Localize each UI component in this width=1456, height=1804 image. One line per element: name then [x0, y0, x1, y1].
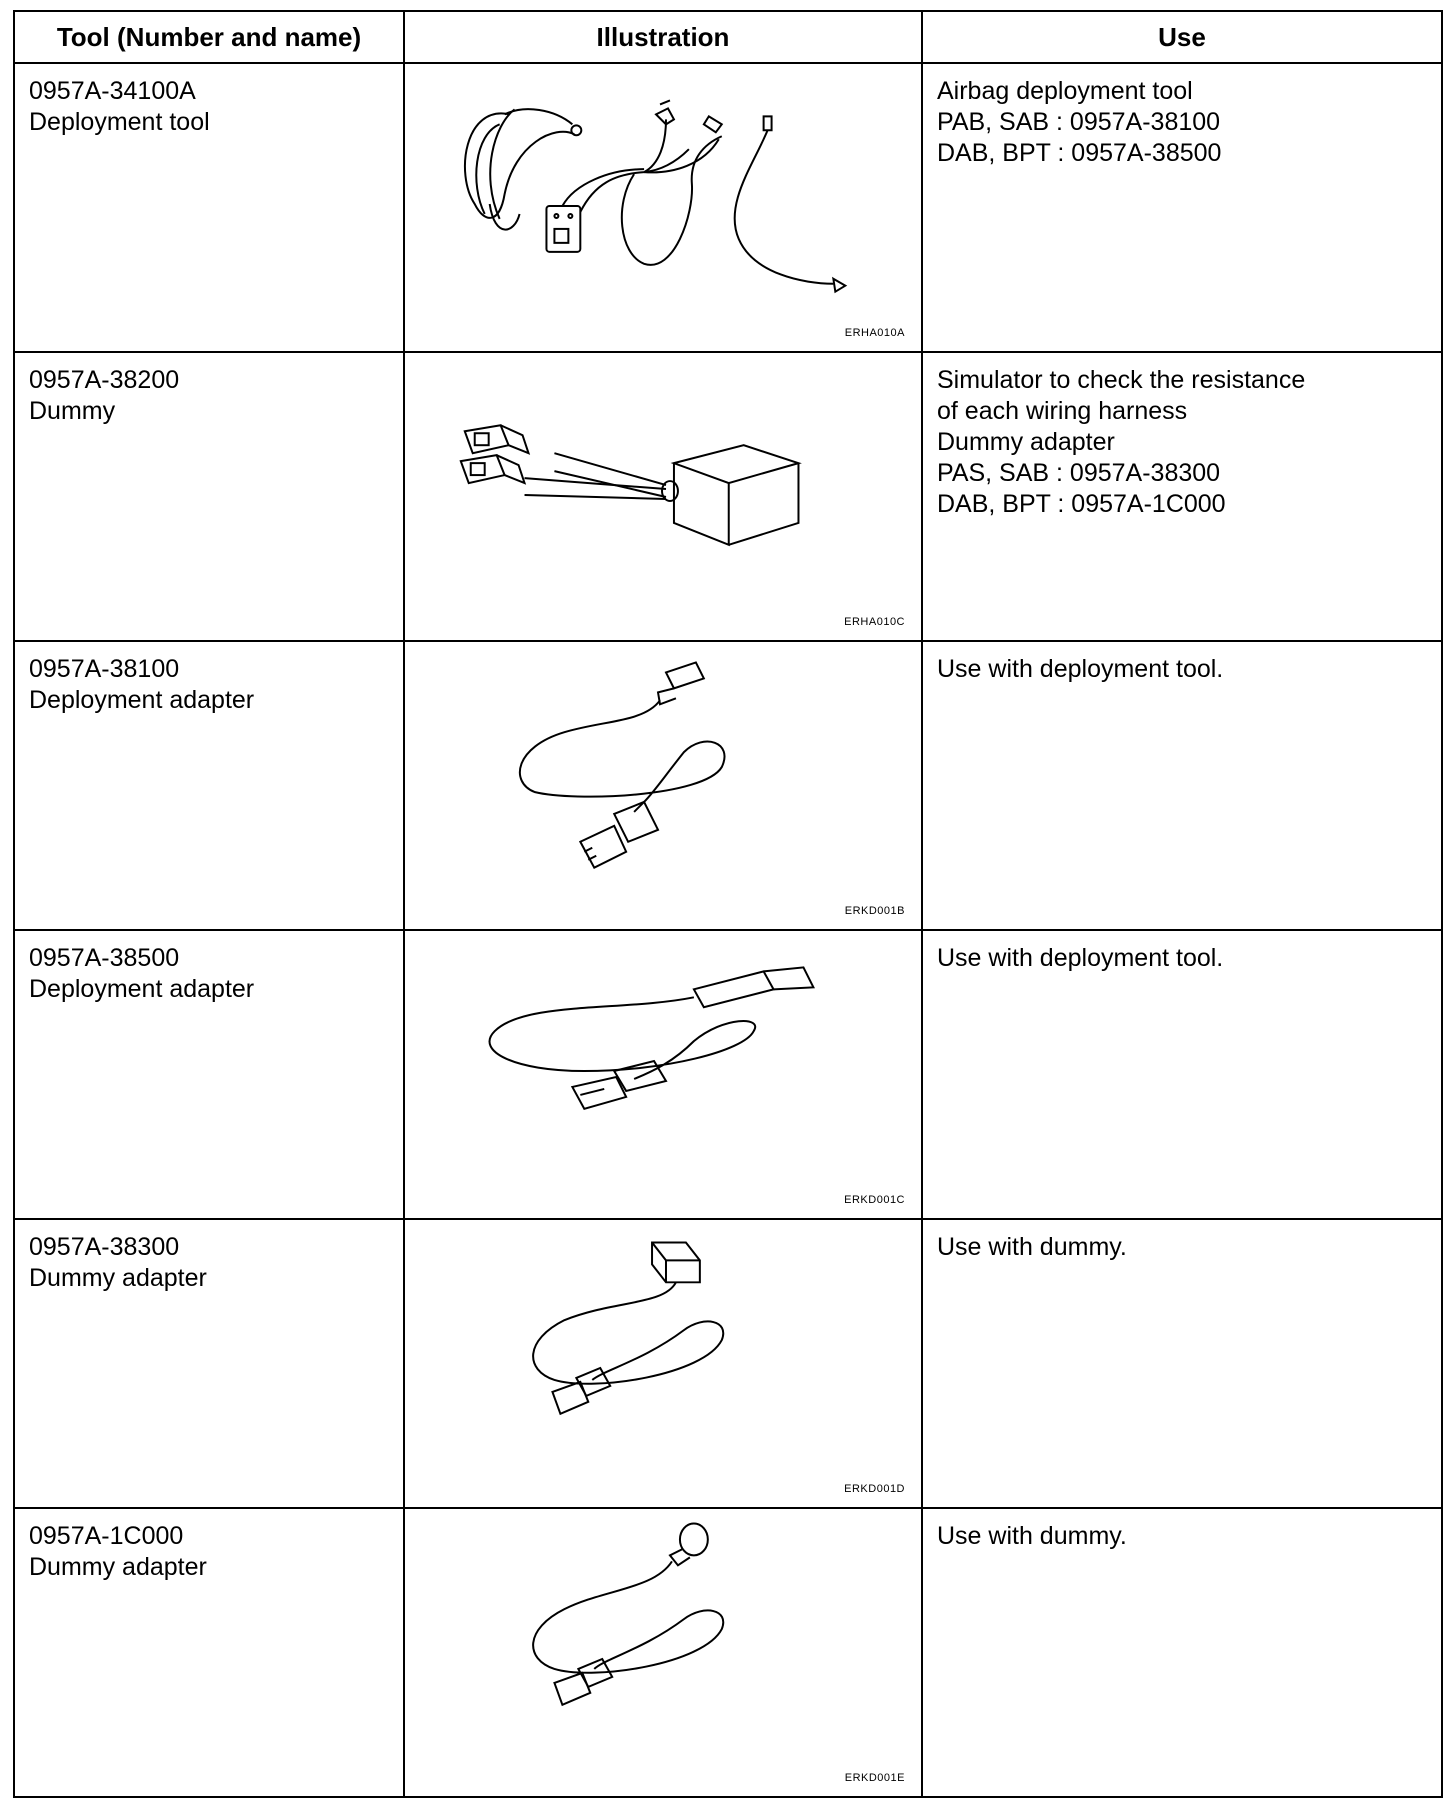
use-line: of each wiring harness	[937, 397, 1188, 425]
table-row	[14, 641, 1442, 930]
use-cell	[922, 1508, 1442, 1797]
table-row	[14, 1508, 1442, 1797]
header-illustration: Illustration	[404, 11, 922, 63]
tool-number: 0957A-1C000	[29, 1522, 184, 1550]
deployment-adapter-illustration	[405, 642, 921, 929]
deployment-adapter-illustration	[405, 931, 921, 1218]
table-row	[14, 352, 1442, 641]
use-line: Use with dummy.	[937, 1522, 1127, 1550]
use-line: DAB, BPT : 0957A-1C000	[937, 490, 1226, 518]
figure-code: ERKD001D	[844, 1483, 905, 1495]
tool-number: 0957A-38100	[29, 655, 180, 683]
tool-cell	[14, 930, 404, 1219]
tool-name: Dummy adapter	[29, 1264, 207, 1292]
tool-cell	[14, 352, 404, 641]
table-row	[14, 930, 1442, 1219]
tool-number: 0957A-38200	[29, 366, 180, 394]
illustration-cell	[404, 1219, 922, 1508]
table-row	[14, 63, 1442, 352]
use-line: Airbag deployment tool	[937, 77, 1193, 105]
dummy-illustration	[405, 353, 921, 640]
use-cell	[922, 352, 1442, 641]
table-row	[14, 1219, 1442, 1508]
tool-name: Deployment tool	[29, 108, 210, 136]
illustration-cell	[404, 63, 922, 352]
use-cell	[922, 63, 1442, 352]
tool-cell	[14, 1508, 404, 1797]
tool-name: Deployment adapter	[29, 686, 255, 714]
tool-number: 0957A-34100A	[29, 77, 196, 105]
use-line: DAB, BPT : 0957A-38500	[937, 139, 1222, 167]
illustration-cell	[404, 641, 922, 930]
figure-code: ERKD001B	[844, 905, 905, 917]
tool-number: 0957A-38300	[29, 1233, 180, 1261]
tool-name: Dummy adapter	[29, 1553, 207, 1581]
figure-code: ERHA010C	[844, 616, 905, 628]
use-line: Dummy adapter	[937, 428, 1115, 456]
dummy-adapter-illustration	[405, 1509, 921, 1796]
use-line: Use with dummy.	[937, 1233, 1127, 1261]
use-cell	[922, 641, 1442, 930]
use-line: PAS, SAB : 0957A-38300	[937, 459, 1221, 487]
tool-name: Dummy	[29, 397, 116, 425]
special-tools-table	[13, 10, 1443, 1798]
illustration-cell	[404, 352, 922, 641]
dummy-adapter-illustration	[405, 1220, 921, 1507]
use-line: Use with deployment tool.	[937, 655, 1224, 683]
deployment-tool-illustration	[405, 64, 921, 351]
table-header-row	[14, 11, 1442, 63]
figure-code: ERKD001E	[844, 1772, 905, 1784]
illustration-cell	[404, 930, 922, 1219]
use-line: PAB, SAB : 0957A-38100	[937, 108, 1221, 136]
use-line: Simulator to check the resistance	[937, 366, 1306, 394]
tool-cell	[14, 63, 404, 352]
figure-code: ERKD001C	[844, 1194, 905, 1206]
use-line: Use with deployment tool.	[937, 944, 1224, 972]
use-cell	[922, 1219, 1442, 1508]
tool-cell	[14, 1219, 404, 1508]
illustration-cell	[404, 1508, 922, 1797]
header-tool: Tool (Number and name)	[14, 11, 404, 63]
use-cell	[922, 930, 1442, 1219]
tool-number: 0957A-38500	[29, 944, 180, 972]
tool-name: Deployment adapter	[29, 975, 255, 1003]
tool-cell	[14, 641, 404, 930]
figure-code: ERHA010A	[844, 327, 905, 339]
header-use: Use	[922, 11, 1442, 63]
